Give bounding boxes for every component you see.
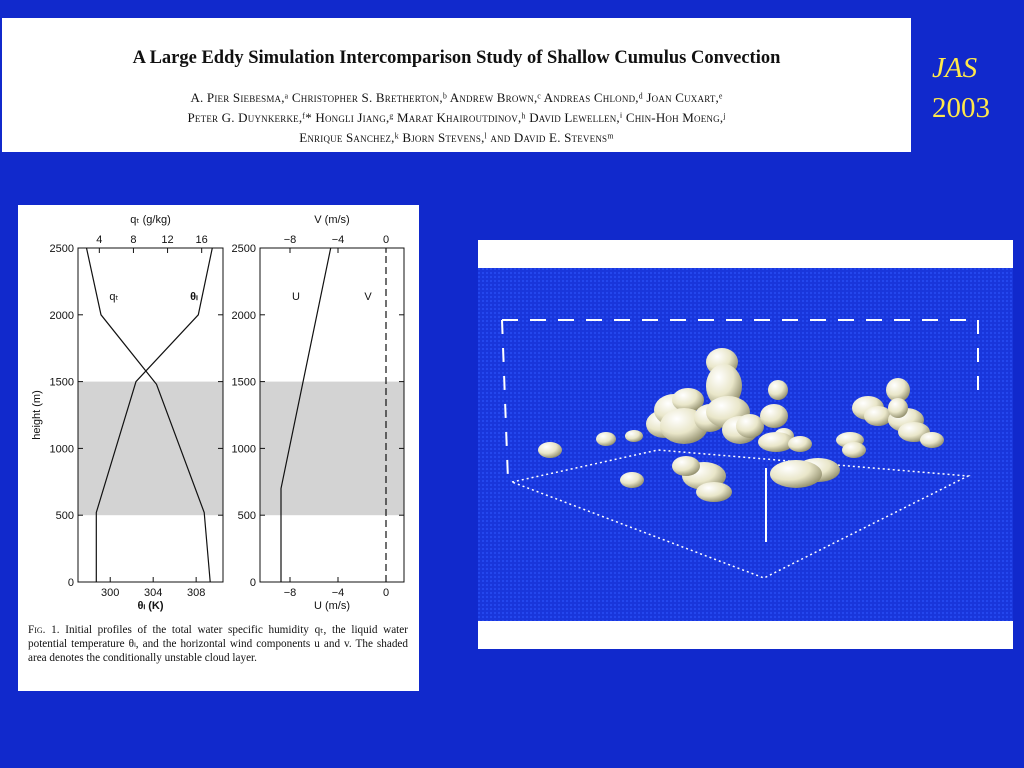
figure-caption (28, 623, 408, 666)
y-tick-label: 2500 (49, 243, 74, 255)
paper-title: A Large Eddy Simulation Intercomparison Study of Shallow Cumulus Convection (132, 48, 781, 68)
series-label-qt: qₜ (109, 291, 119, 303)
x-bottom-axis-label: U (m/s) (313, 600, 351, 612)
author-list-line-3: Enrique Sanchez,ᵏ Bjorn Stevens,ˡ and David E. Stevensᵐ (299, 130, 614, 145)
y-tick-label: 2000 (49, 309, 74, 322)
x-bottom-tick-label: 304 (144, 587, 163, 599)
x-top-axis-label: V (m/s) (314, 214, 350, 226)
cloud-blob (788, 436, 812, 452)
paper-header (2, 18, 911, 152)
x-bottom-tick-label: −4 (331, 587, 345, 599)
x-top-tick-label: −8 (283, 234, 297, 246)
cloud-blob (672, 456, 700, 476)
simulation-render-panel (478, 240, 1013, 649)
figure-panel (18, 205, 419, 691)
cloud-blob (538, 442, 562, 458)
cloud-blob (760, 404, 788, 428)
x-top-tick-label: 12 (161, 234, 174, 246)
cloud-blob (625, 430, 643, 442)
y-axis-label: height (m) (31, 390, 43, 440)
cloud-layer-band (78, 382, 223, 516)
series-label-v: V (364, 291, 372, 303)
y-tick-label: 500 (237, 510, 256, 523)
x-top-tick-label: 16 (195, 234, 208, 246)
x-bottom-tick-label: 300 (101, 587, 120, 599)
y-tick-label: 2500 (231, 243, 256, 255)
x-top-axis-label: qₜ (g/kg) (130, 214, 171, 226)
y-tick-label: 0 (249, 577, 256, 589)
x-top-tick-label: 8 (130, 234, 137, 246)
x-bottom-tick-label: 308 (186, 587, 206, 599)
x-bottom-tick-label: 0 (382, 587, 390, 599)
y-tick-label: 500 (55, 510, 74, 523)
cloud-blob (696, 482, 732, 502)
y-tick-label: 0 (67, 577, 74, 589)
cloud-blob (888, 398, 908, 418)
journal-year: 2003 (932, 92, 990, 124)
x-top-tick-label: −4 (331, 234, 345, 246)
caption-label: Fig. 1. (28, 624, 60, 636)
caption-text: Initial profiles of the total water specific humidity qₜ, the liquid water potential temperature θₗ, and the horizontal wind components u and v. The shaded area denotes the conditionally unstable cloud layer. (28, 624, 408, 665)
series-label-theta: θₗ (190, 291, 198, 303)
x-top-tick-label: 4 (96, 234, 103, 246)
y-tick-label: 2000 (231, 309, 256, 322)
cloud-blob (736, 414, 764, 438)
series-label-u: U (292, 291, 300, 303)
y-tick-label: 1500 (231, 376, 256, 389)
author-list-line-1: A. Pier Siebesma,ᵃ Christopher S. Bretherton,ᵇ Andrew Brown,ᶜ Andreas Chlond,ᵈ Joan Cuxart,ᵉ (190, 90, 723, 105)
cloud-blob (864, 406, 892, 426)
cloud-blob (596, 432, 616, 446)
y-tick-label: 1500 (49, 376, 74, 389)
cloud-blob (842, 442, 866, 458)
cloud-blob (770, 460, 822, 488)
cloud-field-render (478, 240, 1013, 649)
profile-charts (18, 205, 419, 620)
cloud-blob (620, 472, 644, 488)
author-list-line-2: Peter G. Duynkerke,ᶠ* Hongli Jiang,ᵍ Marat Khairoutdinov,ʰ David Lewellen,ⁱ Chin-Hoh Moeng,ʲ (187, 110, 726, 125)
y-tick-label: 1000 (49, 443, 74, 456)
cloud-blob (920, 432, 944, 448)
y-tick-label: 1000 (231, 443, 256, 456)
x-top-tick-label: 0 (382, 234, 390, 246)
x-bottom-tick-label: −8 (283, 587, 297, 599)
journal-name: JAS (932, 52, 978, 84)
x-bottom-axis-label: θₗ (K) (137, 600, 164, 612)
cloud-blob (768, 380, 788, 400)
